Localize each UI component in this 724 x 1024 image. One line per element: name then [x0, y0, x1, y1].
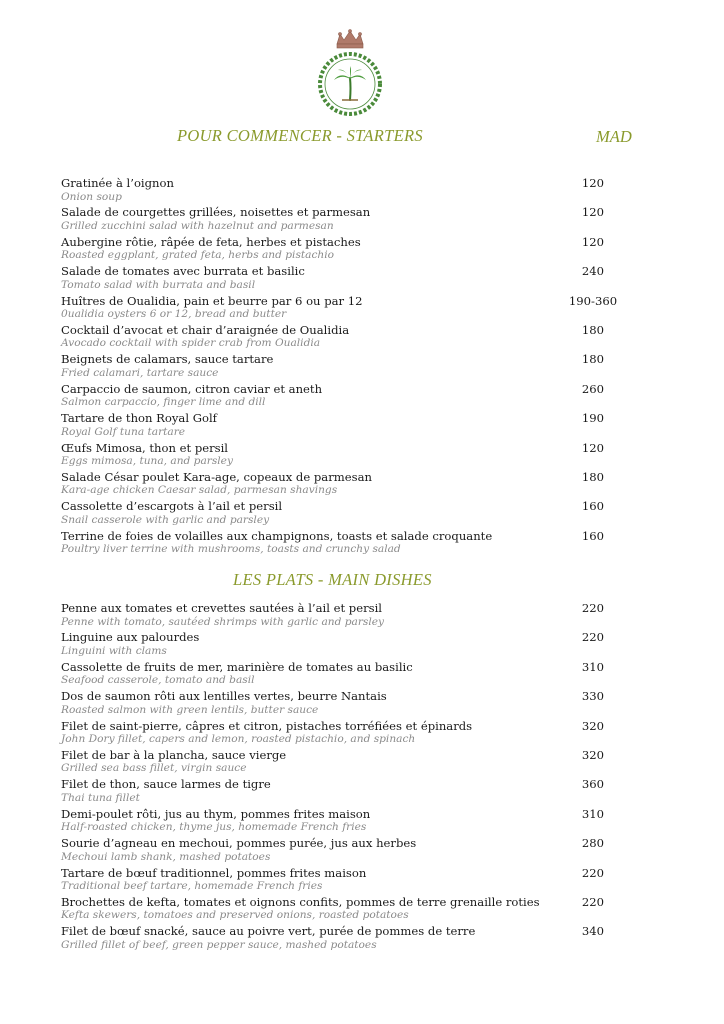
starters-title: POUR COMMENCER - STARTERS [177, 126, 423, 145]
menu-item [61, 777, 641, 806]
menu-item [61, 382, 641, 411]
menu-item [61, 352, 641, 381]
dish-translation: Kefta skewers, tomatoes and preserved onions, roasted potatoes [61, 909, 409, 922]
dish-translation: Kara-age chicken Caesar salad, parmesan shavings [61, 484, 338, 497]
dish-name: Linguine aux palourdes [61, 630, 200, 645]
dish-translation: John Dory fillet, capers and lemon, roasted pistachio, and spinach [61, 733, 416, 746]
dish-translation: Roasted eggplant, grated feta, herbs and pistachio [61, 249, 334, 262]
dish-translation: Mechoui lamb shank, mashed potatoes [61, 850, 271, 863]
dish-price: 120 [581, 205, 605, 220]
menu-item [61, 924, 641, 953]
dish-translation: Grilled zucchini salad with hazelnut and parmesan [61, 219, 334, 232]
dish-price: 340 [581, 924, 605, 939]
dish-name: Penne aux tomates et crevettes sautées à l’ail et persil [61, 601, 382, 615]
dish-name: Filet de bœuf snacké, sauce au poivre vert, purée de pommes de terre [61, 924, 476, 939]
dish-price: 220 [581, 601, 605, 615]
dish-translation: Thai tuna fillet [61, 791, 140, 804]
menu-item [61, 719, 641, 748]
menu-item [61, 411, 641, 440]
dish-translation: Grilled sea bass fillet, virgin sauce [61, 762, 247, 775]
menu-item [61, 529, 641, 558]
dish-price: 220 [581, 894, 605, 909]
dish-price: 190 [581, 411, 605, 426]
menu-item [61, 689, 641, 718]
dish-translation: Half-roasted chicken, thyme jus, homemade French fries [61, 821, 367, 834]
dish-translation: Poultry liver terrine with mushrooms, toasts and crunchy salad [61, 543, 401, 556]
dish-name: Gratinée à l’oignon [61, 176, 174, 190]
dish-price: 120 [581, 440, 605, 455]
dish-name: Brochettes de kefta, tomates et oignons confits, pommes de terre grenaille roties [61, 894, 540, 909]
dish-price: 120 [581, 176, 605, 190]
dish-translation: 0ualidia oysters 6 or 12, bread and butter [61, 308, 287, 321]
dish-name: Œufs Mimosa, thon et persil [61, 440, 229, 455]
menu-item [61, 470, 641, 499]
dish-price: 220 [581, 865, 605, 880]
dish-translation: Penne with tomato, sautéed shrimps with garlic and parsley [61, 615, 385, 628]
royal-golf-logo [310, 28, 390, 116]
dish-price: 320 [581, 747, 605, 762]
dish-translation: Royal Golf tuna tartare [61, 425, 186, 438]
dish-name: Demi-poulet rôti, jus au thym, pommes frites maison [61, 806, 371, 821]
dish-translation: Eggs mimosa, tuna, and parsley [61, 455, 233, 468]
dish-translation: Avocado cocktail with spider crab from Oualidia [61, 337, 321, 350]
dish-name: Cassolette d’escargots à l’ail et persil [61, 499, 283, 514]
dish-price: 180 [581, 352, 605, 367]
menu-item [61, 176, 641, 205]
dish-name: Filet de saint-pierre, câpres et citron, pistaches torréfiées et épinards [61, 718, 473, 733]
menu-item [61, 264, 641, 293]
menu-item [61, 205, 641, 234]
dish-price: 330 [581, 689, 605, 704]
dish-translation: Roasted salmon with green lentils, butter sauce [61, 703, 319, 716]
dish-price: 320 [581, 718, 605, 733]
dish-price: 240 [581, 264, 605, 279]
dish-name: Salade César poulet Kara-age, copeaux de parmesan [61, 469, 372, 484]
dish-name: Cocktail d’avocat et chair d’araignée de Oualidia [61, 322, 350, 337]
dish-translation: Fried calamari, tartare sauce [61, 366, 219, 379]
dish-name: Huîtres de Oualidia, pain et beurre par 6 ou par 12 [61, 293, 363, 308]
palm-tree-crown-icon [310, 28, 390, 116]
dish-translation: Traditional beef tartare, homemade French fries [61, 880, 323, 893]
menu-item [61, 323, 641, 352]
dish-name: Filet de bar à la plancha, sauce vierge [61, 747, 287, 762]
dish-name: Salade de tomates avec burrata et basilic [61, 264, 305, 279]
menu-item [61, 294, 641, 323]
dish-price: 310 [581, 659, 605, 674]
dish-translation: Linguini with clams [61, 644, 167, 657]
menu-item [61, 748, 641, 777]
dish-translation: Grilled fillet of beef, green pepper sauce, mashed potatoes [61, 938, 377, 951]
dish-name: Salade de courgettes grillées, noisettes et parmesan [61, 205, 371, 220]
menu-item [61, 441, 641, 470]
dish-price: 280 [581, 836, 605, 851]
dish-translation: Seafood casserole, tomato and basil [61, 674, 255, 687]
mains-title: LES PLATS - MAIN DISHES [233, 570, 432, 589]
menu-item [61, 836, 641, 865]
dish-name: Dos de saumon rôti aux lentilles vertes, beurre Nantais [61, 689, 387, 704]
dish-name: Tartare de bœuf traditionnel, pommes frites maison [61, 865, 367, 880]
dish-name: Sourie d’agneau en mechoui, pommes purée, jus aux herbes [61, 836, 417, 851]
starters-list [61, 176, 641, 558]
currency-label: MAD [596, 127, 632, 146]
dish-price: 120 [581, 234, 605, 249]
dish-name: Beignets de calamars, sauce tartare [61, 352, 274, 367]
dish-name: Terrine de foies de volailles aux champignons, toasts et salade croquante [61, 528, 493, 543]
dish-translation: Salmon carpaccio, finger lime and dill [61, 396, 266, 409]
dish-price: 160 [581, 528, 605, 543]
menu-item [61, 499, 641, 528]
menu-item [61, 630, 641, 659]
dish-translation: Snail casserole with garlic and parsley [61, 513, 270, 526]
dish-price: 310 [581, 806, 605, 821]
dish-name: Filet de thon, sauce larmes de tigre [61, 777, 271, 792]
dish-name: Tartare de thon Royal Golf [61, 411, 217, 426]
menu-item [61, 866, 641, 895]
dish-price: 220 [581, 630, 605, 645]
dish-name: Carpaccio de saumon, citron caviar et aneth [61, 381, 323, 396]
dish-name: Cassolette de fruits de mer, marinière de tomates au basilic [61, 659, 413, 674]
dish-translation: Tomato salad with burrata and basil [61, 278, 256, 291]
dish-name: Aubergine rôtie, râpée de feta, herbes et pistaches [61, 234, 361, 249]
menu-item [61, 235, 641, 264]
dish-translation: Onion soup [61, 190, 122, 203]
dish-price: 180 [581, 322, 605, 337]
menu-item [61, 807, 641, 836]
dish-price: 260 [581, 381, 605, 396]
mains-list [61, 601, 641, 954]
menu-item [61, 895, 641, 924]
dish-price: 360 [581, 777, 605, 792]
dish-price: 160 [581, 499, 605, 514]
menu-item [61, 660, 641, 689]
menu-item [61, 601, 641, 630]
dish-price: 190-360 [568, 293, 618, 308]
dish-price: 180 [581, 469, 605, 484]
